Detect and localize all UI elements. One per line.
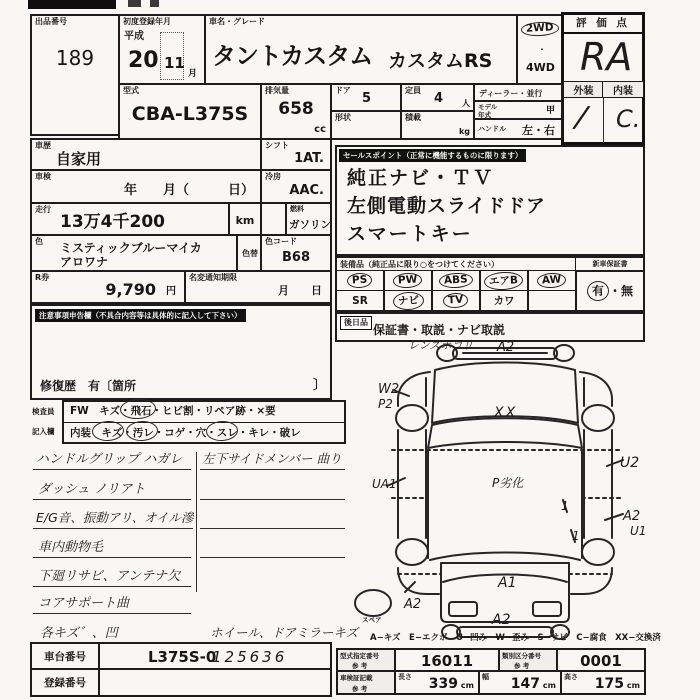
diag-spare-label: スペア xyxy=(362,616,382,624)
length-cell xyxy=(394,670,480,695)
equip-leather xyxy=(479,290,529,311)
diag-front-grade: A2 xyxy=(497,340,515,355)
interior-score-value: C. xyxy=(616,105,641,133)
sales-point-line3: スマートキー xyxy=(347,223,473,245)
model-year-label: モデル xyxy=(478,103,498,111)
rename-deadline-label: 名変通知期限 xyxy=(189,273,237,282)
exterior-score-label: 外装 xyxy=(563,81,604,98)
inspector-label-line2: 記入欄 xyxy=(32,427,55,436)
model-code-label: 型式 xyxy=(123,86,139,95)
handle-value: 左・右 xyxy=(522,124,555,137)
cropped-header-glyph xyxy=(128,0,141,7)
lot-number-cell xyxy=(30,14,120,136)
equip-aw-label: AW xyxy=(537,272,567,289)
equip-sr-label: SR xyxy=(352,294,368,307)
width-cell xyxy=(478,670,562,695)
repair-history-bracket: 〕 xyxy=(312,378,326,393)
diag-u1: U1 xyxy=(630,524,647,538)
chassis-label: 車台番号 xyxy=(44,651,86,663)
score-label: 評 価 点 xyxy=(576,17,630,29)
diag-front-note: レンズホコリ xyxy=(408,339,474,352)
hw-right-top: 左下サイドメンバー 曲り xyxy=(202,451,342,466)
aircon-value: AAC. xyxy=(289,183,324,198)
class-number-label2: 参 考 xyxy=(514,662,530,670)
score-divider xyxy=(564,32,642,34)
equip-abs-label: ABS xyxy=(439,272,473,289)
hw-underline xyxy=(33,511,193,529)
width-value: 147 xyxy=(510,676,540,692)
exterior-score-value: / xyxy=(573,99,589,136)
shaken-value: 年 月（ 日） xyxy=(123,183,254,198)
hw-column-divider xyxy=(196,452,197,592)
diag-tick1: 1 xyxy=(561,499,569,513)
height-cell xyxy=(560,670,646,695)
hw-underline xyxy=(33,452,191,470)
type-number-label-cell xyxy=(336,648,396,672)
dims-label-cell xyxy=(336,670,396,695)
equip-tv-label: TV xyxy=(443,292,469,308)
repair-history-line: 修復歴 有〔箇所 xyxy=(40,379,137,393)
equip-airbag-label: エアB xyxy=(484,270,524,290)
handle-cell xyxy=(473,118,563,140)
sales-point-line1: 純正ナビ・ＴＶ xyxy=(347,167,495,189)
diag-a2-right: A2 xyxy=(623,509,641,524)
first-registration-cell xyxy=(118,14,206,85)
shift-label: シフト xyxy=(265,141,289,150)
displacement-unit: cc xyxy=(314,124,326,135)
chassis-label-cell xyxy=(30,642,100,670)
shaken-cell xyxy=(30,169,262,204)
capacity-cell xyxy=(400,83,475,112)
drivetrain-cell xyxy=(516,14,563,85)
damage-legend: A−キズ E−エクボ U−凹み W−歪み S−サビ C−腐食 XX−交換済 xyxy=(370,633,661,643)
chassis-value-hand: 125636 xyxy=(212,648,288,666)
displacement-label: 排気量 xyxy=(265,86,289,95)
equipment-box xyxy=(335,256,645,312)
era-label: 平成 xyxy=(124,31,144,42)
class-number-label-cell xyxy=(498,648,558,672)
use-history-label: 車歴 xyxy=(35,141,51,150)
drive-dot: ・ xyxy=(538,45,546,54)
displacement-value: 658 xyxy=(278,99,314,119)
hw-underline-right xyxy=(200,511,345,529)
aircon-label: 冷房 xyxy=(265,172,281,181)
inspector-interior-row: 内装 キズ・汚レ・コゲ・穴・スレ・キレ・破レ xyxy=(70,427,301,439)
regno-label-cell xyxy=(30,668,100,697)
hw-note-4: 車内動物毛 xyxy=(38,540,104,555)
model-year-suffix: 甲 xyxy=(545,106,555,116)
equip-ps xyxy=(335,270,385,291)
diag-a2-rear-left: A2 xyxy=(404,597,422,612)
car-name-label: 車名・グレード xyxy=(209,17,265,26)
color-change-cell xyxy=(236,234,262,272)
hw-right-bottom: ホイール、ドアミラーキズ xyxy=(210,625,359,640)
color-name-line1: ミスティックブルーマイカ xyxy=(60,241,202,255)
caution-notes-header: 注意事項申告欄（不具合内容等は具体的に記入して下さい） xyxy=(35,309,246,322)
equip-tv xyxy=(431,290,481,311)
color-change-label: 色替 xyxy=(242,249,258,258)
rename-deadline-cell xyxy=(184,270,332,304)
capacity-unit: 人 xyxy=(462,98,470,108)
shaken-label: 車検 xyxy=(35,172,51,181)
equip-navi-label: ナビ xyxy=(392,291,424,311)
dims-label2: 参 考 xyxy=(352,685,368,693)
diag-w2: W2 xyxy=(378,382,400,397)
first-registration-label: 初度登録年月 xyxy=(123,17,171,26)
equipment-header: 装備品（純正品に限り○をつけてください） xyxy=(340,260,499,269)
warranty-value xyxy=(575,270,645,311)
sales-points-box xyxy=(335,145,645,256)
model-year-label2: 年式 xyxy=(478,111,491,119)
reg-month: 11 xyxy=(164,54,185,72)
model-code-cell xyxy=(118,83,262,140)
color-code-label: 色コード xyxy=(265,237,297,246)
inspector-fw-row: FW キズ・飛石・ヒビ割・リペア跡・×要 xyxy=(70,405,276,417)
mileage-blank-cell xyxy=(260,202,287,236)
shift-cell xyxy=(260,138,332,171)
color-name-line2: アロワナ xyxy=(60,255,109,269)
regno-label: 登録番号 xyxy=(44,677,86,689)
mileage-value: 13万4千200 xyxy=(60,212,165,232)
shift-value: 1AT. xyxy=(294,151,324,166)
width-label: 幅 xyxy=(482,673,489,681)
hw-underline-right xyxy=(200,452,345,470)
length-unit: cm xyxy=(460,680,474,690)
length-value: 339 xyxy=(428,676,458,692)
door-cell xyxy=(330,83,402,112)
capacity-label: 定員 xyxy=(405,86,421,95)
later-items-label: 後日品 xyxy=(340,316,372,330)
color-cell xyxy=(30,234,238,272)
handle-label: ハンドル xyxy=(478,125,506,133)
fuel-cell xyxy=(285,202,332,236)
diag-gate-a1: A1 xyxy=(498,575,517,591)
recycle-ticket-value: 9,790 xyxy=(105,280,156,299)
class-number-label1: 類別区分番号 xyxy=(502,652,541,660)
fuel-value: ガソリン xyxy=(289,219,331,231)
equip-navi xyxy=(383,290,433,311)
equip-airbag xyxy=(479,270,529,291)
car-name-cell xyxy=(204,14,518,85)
hw-underline-right xyxy=(200,482,345,500)
color-code-value: B68 xyxy=(282,250,310,265)
diag-tick2: 1 xyxy=(572,529,580,543)
hw-note-1: ハンドルグリップ ハガレ xyxy=(36,452,183,467)
type-number-label1: 型式指定番号 xyxy=(340,652,379,660)
mileage-label: 走行 xyxy=(35,205,51,214)
height-label: 高さ xyxy=(564,673,578,681)
mileage-unit: km xyxy=(235,214,255,227)
capacity-value: 4 xyxy=(434,91,444,106)
hw-underline xyxy=(33,569,191,587)
fuel-label: 燃料 xyxy=(290,205,304,213)
reg-month-suffix: 月 xyxy=(188,69,198,79)
load-unit: kg xyxy=(458,126,470,136)
hw-underline-right xyxy=(200,540,345,558)
model-code: CBA-L375S xyxy=(131,103,249,125)
caution-notes-box xyxy=(30,304,332,400)
diag-u2: U2 xyxy=(620,455,640,471)
width-unit: cm xyxy=(542,680,556,690)
shape-label: 形状 xyxy=(335,113,351,122)
load-cell xyxy=(400,110,475,140)
drive-2wd xyxy=(521,22,559,36)
model-year-cell xyxy=(473,100,563,120)
hw-note-5: 下廻リサビ、アンテナ欠 xyxy=(38,569,181,584)
diag-hood-xx: XX xyxy=(494,405,518,421)
hw-note-2: ダッシュ ノリアト xyxy=(38,482,146,497)
color-label: 色 xyxy=(35,237,43,246)
length-label: 長さ xyxy=(398,673,412,681)
displacement-cell xyxy=(260,83,332,140)
hw-note-7: 各キズ゛、凹 xyxy=(40,626,118,641)
reg-year: 20 xyxy=(128,48,159,73)
score-value: RA xyxy=(580,35,633,79)
warranty-header: 新車保証書 xyxy=(575,256,645,272)
drive-4wd: 4WD xyxy=(526,61,555,74)
height-unit: cm xyxy=(626,680,640,690)
type-number-label2: 参 考 xyxy=(352,662,368,670)
chassis-value-printed: L375S-0 xyxy=(148,648,217,666)
load-label: 積載 xyxy=(405,113,421,122)
hw-note-6: コアサポート曲 xyxy=(38,596,130,611)
door-value: 5 xyxy=(362,91,372,106)
mileage-unit-cell xyxy=(228,202,262,236)
inspector-label-line1: 検査員 xyxy=(32,407,55,416)
type-number-value-cell xyxy=(394,648,500,672)
later-items-value: 保証書・取説・ナビ取説 xyxy=(373,323,506,337)
car-grade: カスタムRS xyxy=(388,50,493,72)
evaluation-score-box xyxy=(561,12,645,145)
sales-points-header: セールスポイント（正常に機能するものに限ります） xyxy=(339,149,526,162)
warranty-sep: ・ xyxy=(608,284,621,298)
lot-number: 189 xyxy=(55,46,95,70)
equip-sr xyxy=(335,290,385,311)
cropped-header-glyph xyxy=(150,0,159,7)
aircon-cell xyxy=(260,169,332,204)
equip-leather-label: カワ xyxy=(493,295,515,307)
recycle-ticket-label: R券 xyxy=(35,273,50,282)
equip-aw xyxy=(527,270,577,291)
diag-roof-note: P劣化 xyxy=(492,476,524,490)
rename-deadline-value: 月 日 xyxy=(278,284,322,297)
equip-pw-label: PW xyxy=(393,272,423,289)
height-value: 175 xyxy=(594,676,624,692)
cropped-header-bar xyxy=(28,0,116,9)
interior-score-label: 内装 xyxy=(602,81,644,98)
inspector-label xyxy=(28,404,62,444)
lot-label: 出品番号 xyxy=(35,17,67,26)
chassis-value-cell xyxy=(98,642,332,670)
warranty-yes: 有 xyxy=(586,280,609,301)
class-number-value: 0001 xyxy=(580,652,622,670)
hw-underline xyxy=(33,540,191,558)
diag-ual: UA1 xyxy=(372,477,397,491)
regno-value-cell xyxy=(98,668,332,697)
diag-p2: P2 xyxy=(378,397,393,411)
recycle-ticket-unit: 円 xyxy=(166,286,176,297)
dims-label1: 車検証記載 xyxy=(340,674,373,682)
class-number-value-cell xyxy=(556,648,646,672)
warranty-no: 無 xyxy=(621,284,634,298)
car-name: タントカスタム xyxy=(212,42,373,70)
equip-pw xyxy=(383,270,433,291)
use-history-value: 自家用 xyxy=(56,150,102,168)
shape-cell xyxy=(330,110,402,140)
type-number-value: 16011 xyxy=(420,652,474,670)
mileage-cell xyxy=(30,202,230,236)
use-history-cell xyxy=(30,138,262,171)
hw-underline xyxy=(33,482,191,500)
equip-blank xyxy=(527,290,577,311)
hw-note-3: E/G音、振動アリ、オイル滲 xyxy=(36,510,194,525)
hw-underline xyxy=(33,596,191,614)
color-code-cell xyxy=(260,234,332,272)
door-label: ドア xyxy=(335,86,351,95)
equip-abs xyxy=(431,270,481,291)
equip-ps-label: PS xyxy=(347,272,373,288)
sales-point-line2: 左側電動スライドドア xyxy=(347,195,546,217)
score-col-divider xyxy=(603,98,604,143)
dealer-label: ディーラー・並行 xyxy=(479,89,543,98)
diag-a2-rear-center: A2 xyxy=(492,612,511,628)
recycle-ticket-cell xyxy=(30,270,186,304)
2wd-circle-mark: 2WD xyxy=(521,21,559,36)
